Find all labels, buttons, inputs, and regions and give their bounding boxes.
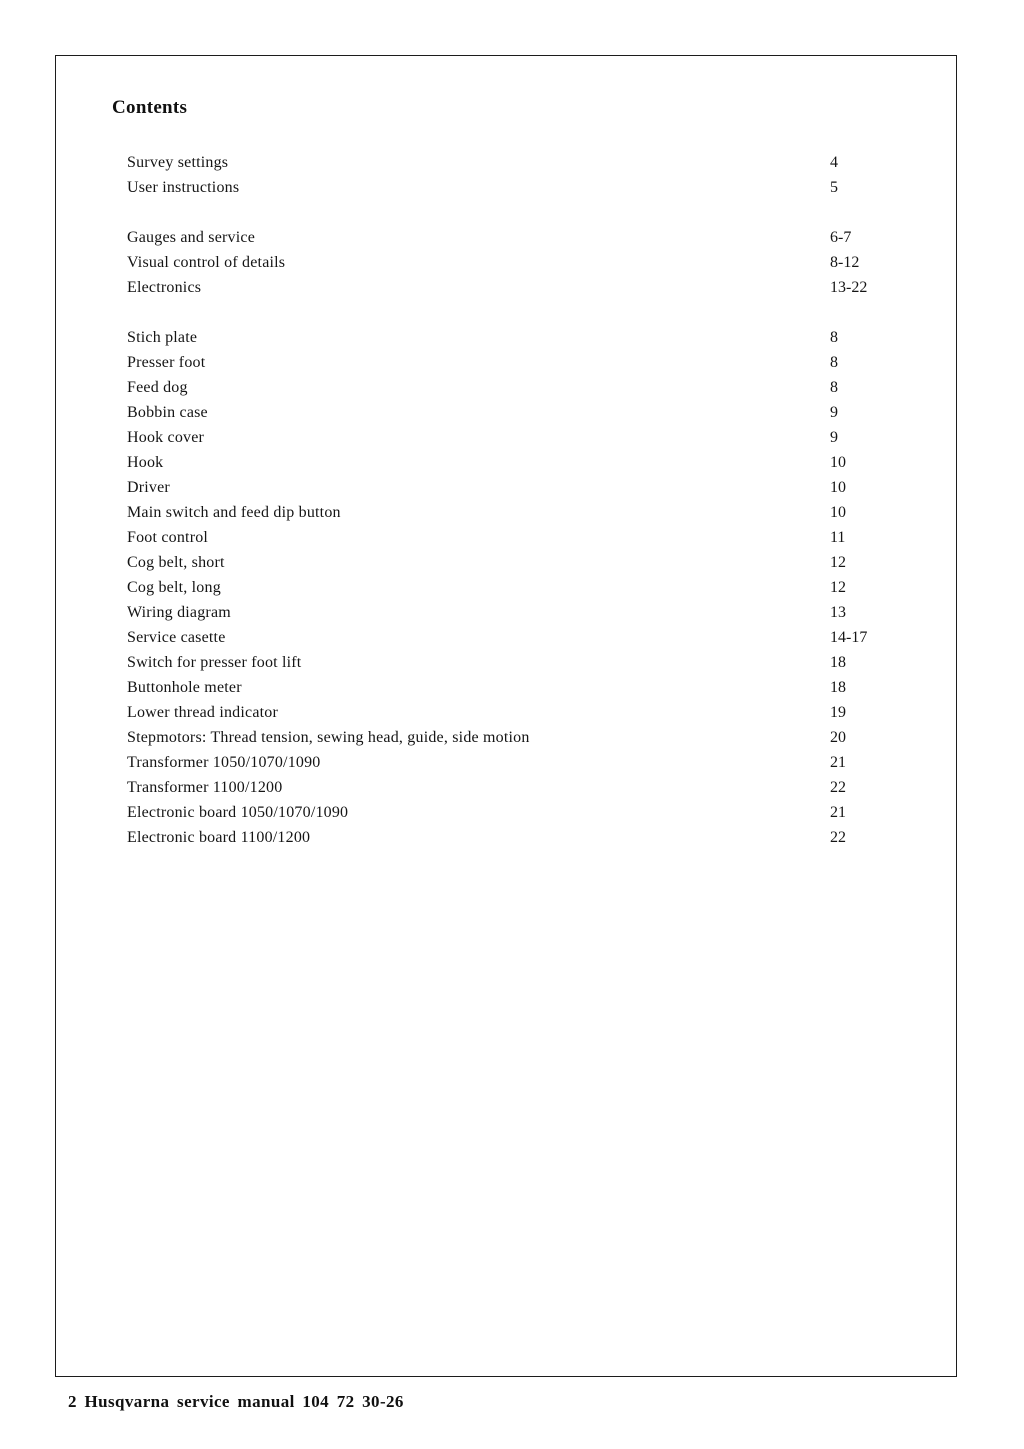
toc-entry-label: Visual control of details: [127, 254, 286, 271]
toc-entry-label: Electronic board 1050/1070/1090: [127, 804, 349, 821]
toc-entry-label: Switch for presser foot lift: [127, 654, 302, 671]
page-footer: 2 Husqvarna service manual 104 72 30-26: [68, 1392, 404, 1411]
toc-entry-page: 5: [830, 179, 838, 196]
toc-entry-label: Lower thread indicator: [127, 704, 279, 721]
toc-entry-page: 9: [830, 404, 838, 421]
toc-entry-label: Electronic board 1100/1200: [127, 829, 311, 846]
toc-entry-label: Electronics: [127, 279, 202, 296]
toc-entry: [127, 400, 897, 425]
toc-entry-page: 22: [830, 779, 846, 796]
toc-entry-page: 10: [830, 479, 846, 496]
toc-entry: [127, 700, 897, 725]
toc-entry-label: Presser foot: [127, 354, 206, 371]
toc-entry-label: Foot control: [127, 529, 209, 546]
toc-entry-page: 13: [830, 604, 846, 621]
toc-entry-label: User instructions: [127, 179, 240, 196]
toc-entry-label: Transformer 1050/1070/1090: [127, 754, 321, 771]
toc-entry: [127, 225, 897, 250]
toc-entry-page: 13-22: [830, 279, 868, 296]
toc-entry: [127, 675, 897, 700]
toc-entry: [127, 175, 897, 200]
toc-entry: [127, 650, 897, 675]
toc-entry-label: Hook: [127, 454, 164, 471]
toc-entry: [127, 525, 897, 550]
toc-entry: [127, 825, 897, 850]
toc-entry-page: 10: [830, 504, 846, 521]
toc-entry-page: 21: [830, 804, 846, 821]
toc-entry: [127, 450, 897, 475]
toc-entry-page: 21: [830, 754, 846, 771]
toc-entry: [127, 275, 897, 300]
toc-entry-label: Wiring diagram: [127, 604, 231, 621]
toc-group: [127, 150, 897, 200]
toc-entry-label: Feed dog: [127, 379, 188, 396]
toc-entry: [127, 725, 897, 750]
toc-entry-label: Service casette: [127, 629, 226, 646]
toc-entry-page: 9: [830, 429, 838, 446]
toc-entry-label: Cog belt, short: [127, 554, 225, 571]
toc-entry: [127, 600, 897, 625]
toc-entry: [127, 500, 897, 525]
toc-entry-page: 14-17: [830, 629, 868, 646]
toc-entry-page: 10: [830, 454, 846, 471]
toc-entry: [127, 150, 897, 175]
toc-entry-label: Stich plate: [127, 329, 198, 346]
toc-entry-page: 8: [830, 379, 838, 396]
toc-entry: [127, 250, 897, 275]
toc-entry-page: 8-12: [830, 254, 860, 271]
toc-entry-page: 12: [830, 579, 846, 596]
toc-entry: [127, 475, 897, 500]
toc-entry-page: 18: [830, 654, 846, 671]
toc-entry: [127, 375, 897, 400]
toc-entry-label: Transformer 1100/1200: [127, 779, 283, 796]
toc-entry-label: Cog belt, long: [127, 579, 221, 596]
toc-entry-page: 22: [830, 829, 846, 846]
toc-entry-page: 18: [830, 679, 846, 696]
toc-group: [127, 225, 897, 300]
toc-group: [127, 325, 897, 850]
toc-entry-page: 12: [830, 554, 846, 571]
toc-entry-page: 6-7: [830, 229, 852, 246]
toc-entry-page: 11: [830, 529, 846, 546]
toc-entry-page: 8: [830, 329, 838, 346]
toc-entry: [127, 425, 897, 450]
toc-entry-label: Hook cover: [127, 429, 205, 446]
toc-entry-label: Bobbin case: [127, 404, 208, 421]
toc-entry-page: 20: [830, 729, 846, 746]
toc-entry-label: Survey settings: [127, 154, 229, 171]
toc-entry: [127, 800, 897, 825]
toc-entry: [127, 350, 897, 375]
toc-entry-label: Stepmotors: Thread tension, sewing head, guide, side motion: [127, 729, 530, 746]
toc-entry: [127, 750, 897, 775]
toc-entry-label: Main switch and feed dip button: [127, 504, 341, 521]
toc-entry-page: 4: [830, 154, 838, 171]
toc-entry: [127, 625, 897, 650]
toc-entry-page: 8: [830, 354, 838, 371]
page-title: Contents: [112, 97, 188, 118]
toc-entry-label: Buttonhole meter: [127, 679, 242, 696]
toc-list: [127, 150, 897, 850]
toc-entry: [127, 775, 897, 800]
toc-entry-page: 19: [830, 704, 846, 721]
toc-entry: [127, 325, 897, 350]
toc-entry: [127, 550, 897, 575]
toc-entry-label: Driver: [127, 479, 170, 496]
toc-entry-label: Gauges and service: [127, 229, 255, 246]
toc-entry: [127, 575, 897, 600]
